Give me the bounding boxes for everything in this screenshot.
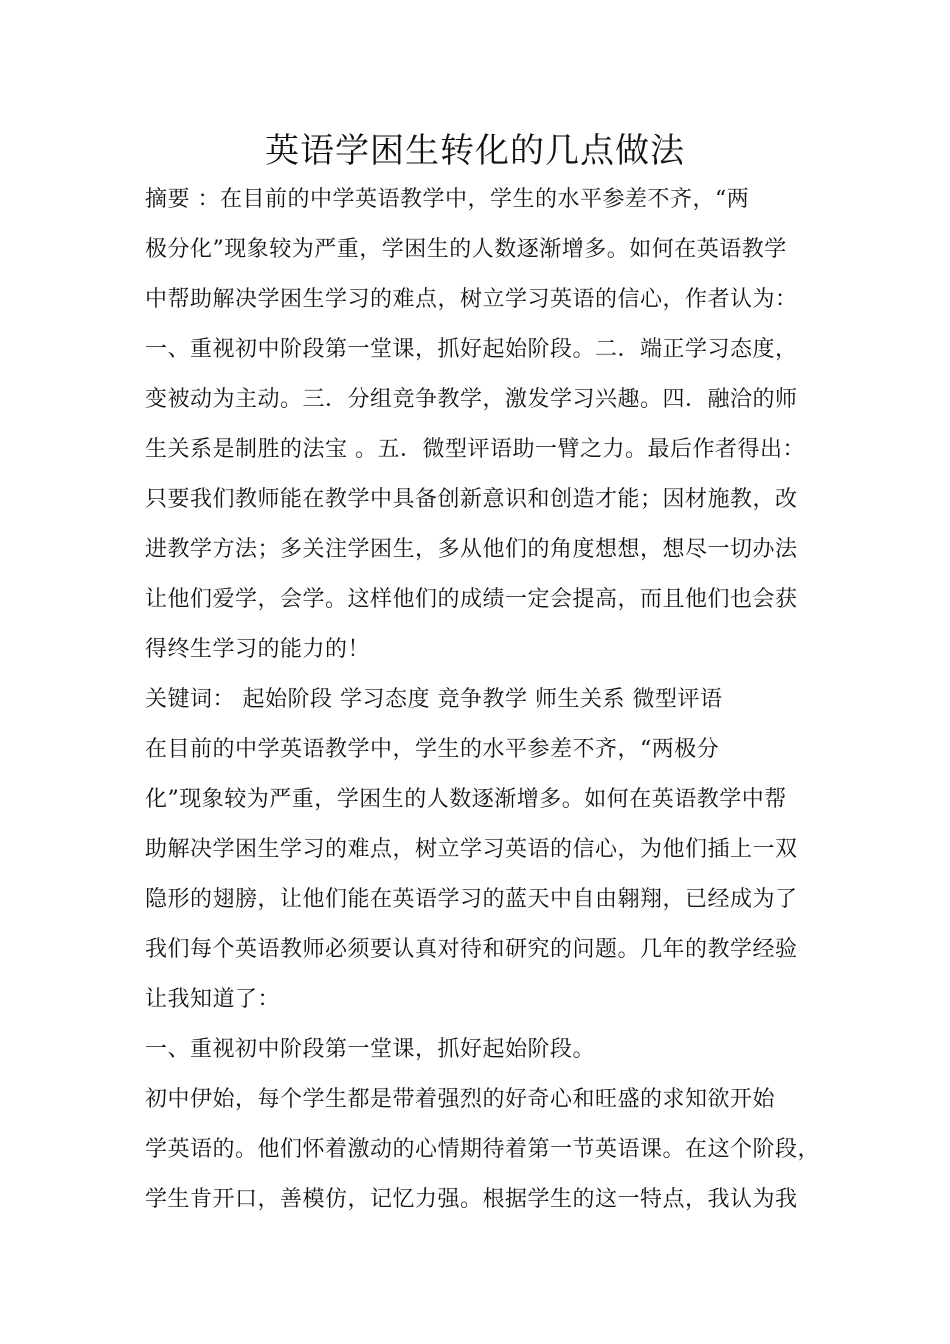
- text-line: 隐形的翅膀，让他们能在英语学习的蓝天中自由翱翔，已经成为了: [145, 887, 798, 912]
- text-line: 一、重视初中阶段第一堂课，抓好起始阶段。二．端正学习态度，: [145, 337, 798, 362]
- text-line: 极分化”现象较为严重，学困生的人数逐渐增多。如何在英语教学: [145, 237, 787, 262]
- text-line: 让他们爱学，会学。这样他们的成绩一定会提高，而且他们也会获: [145, 587, 798, 612]
- text-line: 学生肯开口，善模仿，记忆力强。根据学生的这一特点，我认为我: [145, 1187, 798, 1212]
- text-line: 摘要 ：在目前的中学英语教学中，学生的水平参差不齐，“两: [145, 187, 750, 212]
- document-title: 英语学困生转化的几点做法: [265, 131, 685, 171]
- text-line: 进教学方法；多关注学困生，多从他们的角度想想，想尽一切办法: [145, 537, 798, 562]
- text-line: 让我知道了：: [145, 987, 281, 1012]
- text-line: 我们每个英语教师必须要认真对待和研究的问题。几年的教学经验: [145, 937, 798, 962]
- text-line: 中帮助解决学困生学习的难点，树立学习英语的信心，作者认为：: [145, 287, 798, 312]
- text-line: 在目前的中学英语教学中，学生的水平参差不齐，“两极分: [145, 737, 720, 762]
- text-line: 学英语的。他们怀着激动的心情期待着第一节英语课。在这个阶段，: [145, 1137, 821, 1162]
- keywords-line: 关键词： 起始阶段 学习态度 竞争教学 师生关系 微型评语: [145, 687, 723, 712]
- text-line: 得终生学习的能力的！: [145, 637, 371, 662]
- section-heading: 一、重视初中阶段第一堂课，抓好起始阶段。: [145, 1037, 596, 1062]
- text-line: 生关系是制胜的法宝 。五．微型评语助一臂之力。最后作者得出：: [145, 437, 805, 462]
- text-line: 只要我们教师能在教学中具备创新意识和创造才能；因材施教，改: [145, 487, 798, 512]
- text-line: 助解决学困生学习的难点，树立学习英语的信心，为他们插上一双: [145, 837, 798, 862]
- text-line: 初中伊始，每个学生都是带着强烈的好奇心和旺盛的求知欲开始: [145, 1087, 776, 1112]
- text-line: 变被动为主动。三．分组竞争教学，激发学习兴趣。四．融洽的师: [145, 387, 798, 412]
- text-line: 化”现象较为严重，学困生的人数逐渐增多。如何在英语教学中帮: [145, 787, 787, 812]
